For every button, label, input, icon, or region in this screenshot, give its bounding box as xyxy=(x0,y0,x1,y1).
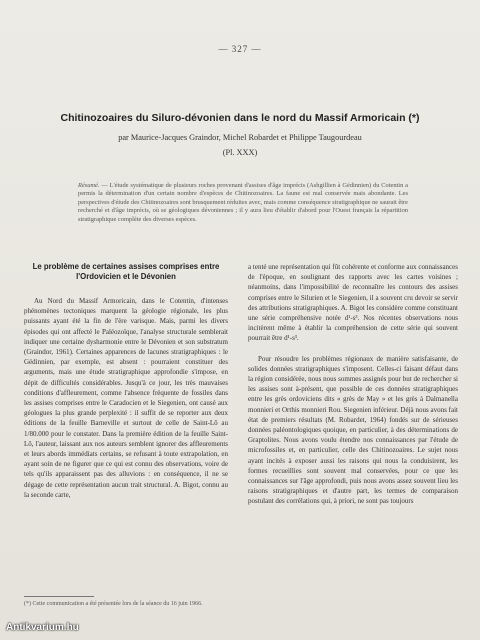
section-heading: Le problème de certaines assises comprises entre l'Ordovicien et le Dévonien xyxy=(32,262,220,281)
right-paragraph-2: Pour résoudre les problèmes régionaux de manière satisfaisante, de solides données stratigraphiques s'imposent. Celles-ci faisant défaut dans la région considérée, nous nous sommes assignés pour but de rechercher si les assises sont à-présent, que possible de ces données stratigraphiques entre les grès ordoviciens dits « grès de May » et les grès à Dalmanella monnieri et Orthis monnieri Rou. Siegenien inférieur. Déjà nous avons fait état de premiers résultats (M. Robardet, 1964) fondés sur de sérieuses données paléontologiques quoique, en particulier, à des déterminations de Graptolites. Nous avons voulu étendre nos connaissances par l'étude de microfossiles et, en particulier, celle des Chitinozoaires. Le sujet nous ayant incités à exposer aussi les raisons qui nous la conduisirent, les formes recueillies sont souvent mal conservées, pour ce que les connaissances sur l'âge approfondi, puis nous avons assez souvent lieu les raisons stratigraphiques et d'autre part, les termes de comparaison postulant des corrélations qui, à priori, ne sont pas toujours xyxy=(248,354,458,506)
plate-reference: (Pl. XXX) xyxy=(222,148,258,157)
right-column xyxy=(248,262,458,507)
left-column xyxy=(24,262,228,500)
footnote: (*) Cette communication a été présentée lors de la séance du 16 juin 1966. xyxy=(24,601,203,607)
right-paragraph-1: a tenté une représentation qui fût cohérente et conforme aux connaissances de l'époque, en soulignant des rapports avec les cartes voisines ; néanmoins, dans l'impossibilité de reconnaître les contours des assises comprises entre le Silurien et le Siegenien, il a souvent cru devoir se servir des attributions stratigraphiques. A. Bigot les considère comme constituant une série compréhensive notée d¹-s³. Nos récentes observations nous incitèrent même à établir la compréhension de cette série qui souvent pourrait être d¹-s³. xyxy=(248,263,458,343)
abstract-label: Résumé. xyxy=(78,182,100,189)
page-number: — 327 — xyxy=(218,44,262,54)
left-paragraph: Au Nord du Massif Armoricain, dans le Cotentin, d'intenses phénomènes tectoniques marquent la géologie régionale, les plus puissants ayant été la fin de l'ère varisque. Mais, parmi les divers épisodes qui ont affecté le Paléozoïque, l'analyse structurale semblerait indiquer une certaine dysharmonie entre le Dévonien et son substratum (Graindor, 1961). Certaines apparences de lacunes stratigraphiques : le Gédinnien, par exemple, est absent : pourraient constituer des arguments, mais une étude stratigraphique approfondie s'impose, en dépit de difficultés considérables. Jusqu'à ce jour, les très mauvaises conditions d'affleurement, comme l'absence fréquente de fossiles dans les assises comprises entre le Caradocien et le Siegenien, ont causé aux géologues la plus grande perplexité : il suffit de se reporter aux deux éditions de la feuille Barneville et surtout de celle de Saint-Lô au 1/80.000 pour le constater. Dans la première édition de la feuille Saint-Lô, l'auteur, laissant aux nos auteurs semblent ignorer des affleurements et leurs abords immédiats certains, se refusant à toute extrapolation, en ayant soin de ne figurer que ce qui est connu des observations, voire de tels qu'ils apparaissent pas des alluvions : en conséquence, il ne se dégage de cette représentation aucun trait structural. A. Bigot, connu au la seconde carte, xyxy=(24,297,228,499)
article-title: Chitinozoaires du Siluro-dévonien dans le nord du Massif Armoricain (*) xyxy=(60,112,420,124)
abstract xyxy=(78,182,408,224)
watermark-logo: Antikvarium.hu xyxy=(6,622,79,633)
footnote-rule xyxy=(24,596,94,597)
abstract-text: — L'étude systématique de plusieurs roches provenant d'assises d'âge imprécis (Ashgillien à Gédinnien) du Cotentin a permis la détermination d'un certain nombre d'espèces de Chitinozoaires. La faune est mal conservée mais abondante. Les perspectives d'étude des Chitinozoaires sont brusquement réduites avec, mais comme conséquence stratigraphique ne saurait être recherché et d'âge imprécis, où se géologiques dévoniennes ; il y aura lieu d'établir d'abord pour l'Ouest français la répartition stratigraphique complète des diverses espèces. xyxy=(78,182,408,223)
article-authors: par Maurice-Jacques Graindor, Michel Robardet et Philippe Taugourdeau xyxy=(118,133,362,142)
